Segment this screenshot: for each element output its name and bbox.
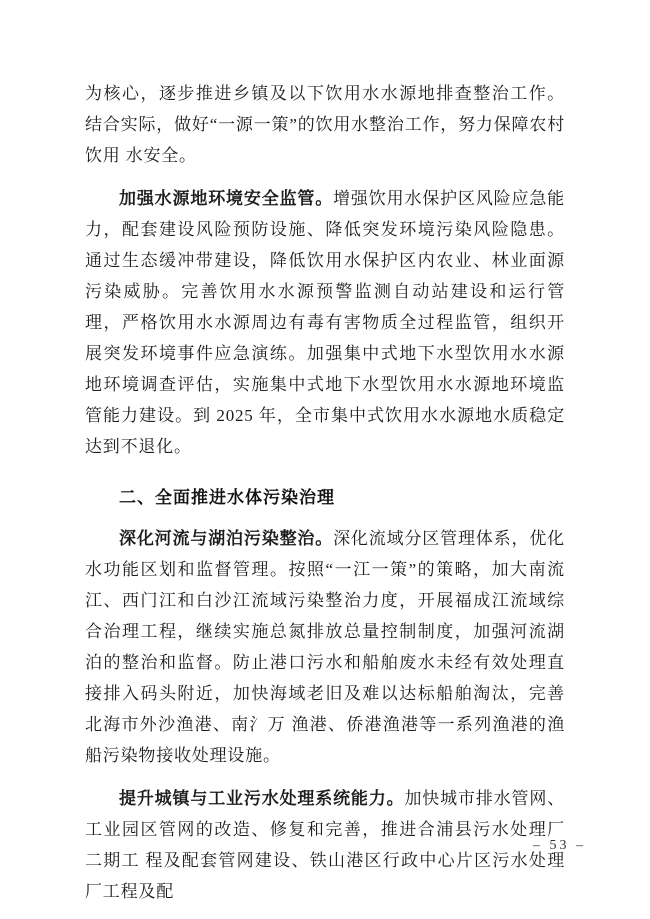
paragraph-sewage-treatment-capacity [85,783,565,907]
section-heading-water-pollution-control: 二、全面推进水体污染治理 [119,488,335,507]
paragraph-body-river-lake-remediation: 深化流域分区管理体系，优化水功能区划和监督管理。按照“一江一策”的策略，加大南流江、西门江和白沙江流域污染整治力度，开展福成江流域综合治理工程，继续实施总氮排放总量控制制度，加强河流湖泊的整治和监督。防止港口污水和船舶废水未经有效处理直接排入码头附近，加快海域老旧及难以达标船舶淘汰，完善北海市外沙渔港、南氵万 渔港、侨港渔港等一系列渔港的渔船污染物接收处理设施。 [85,529,565,765]
page-number: – 53 – [533,838,586,853]
paragraph-lead-sewage-treatment-capacity: 提升城镇与工业污水处理系统能力。 [119,789,405,808]
paragraph-lead-water-source-safety: 加强水源地环境安全监管。 [119,189,334,208]
paragraph-body-sewage-treatment-capacity: 加快城市排水管网、工业园区管网的改造、修复和完善，推进合浦县污水处理厂二期工 程及配套管网建设、铁山港区行政中心片区污水处理厂工程及配 [85,789,565,901]
paragraph-drinking-water-continuation: 为核心，逐步推进乡镇及以下饮用水水源地排查整治工作。结合实际，做好“一源一策”的饮用水整治工作，努力保障农村饮用 水安全。 [85,84,565,165]
document-content [85,78,565,919]
paragraph-body-water-source-safety: 增强饮用水保护区风险应急能力，配套建设风险预防设施、降低突发环境污染风险隐患。通过生态缓冲带建设，降低饮用水保护区内农业、林业面源污染威胁。完善饮用水水源预警监测自动站建设和运行管理，严格饮用水水源周边有毒有害物质全过程监管，组织开展突发环境事件应急演练。加强集中式地下水型饮用水水源地环境调查评估，实施集中式地下水型饮用水水源地环境监管能力建设。到 2025 年，全市集中式饮用水水源地水质稳定达到不退化。 [85,189,565,456]
paragraph-lead-river-lake-remediation: 深化河流与湖泊污染整治。 [119,529,334,548]
paragraph-water-source-safety-supervision [85,183,565,462]
paragraph-river-lake-remediation [85,523,565,771]
